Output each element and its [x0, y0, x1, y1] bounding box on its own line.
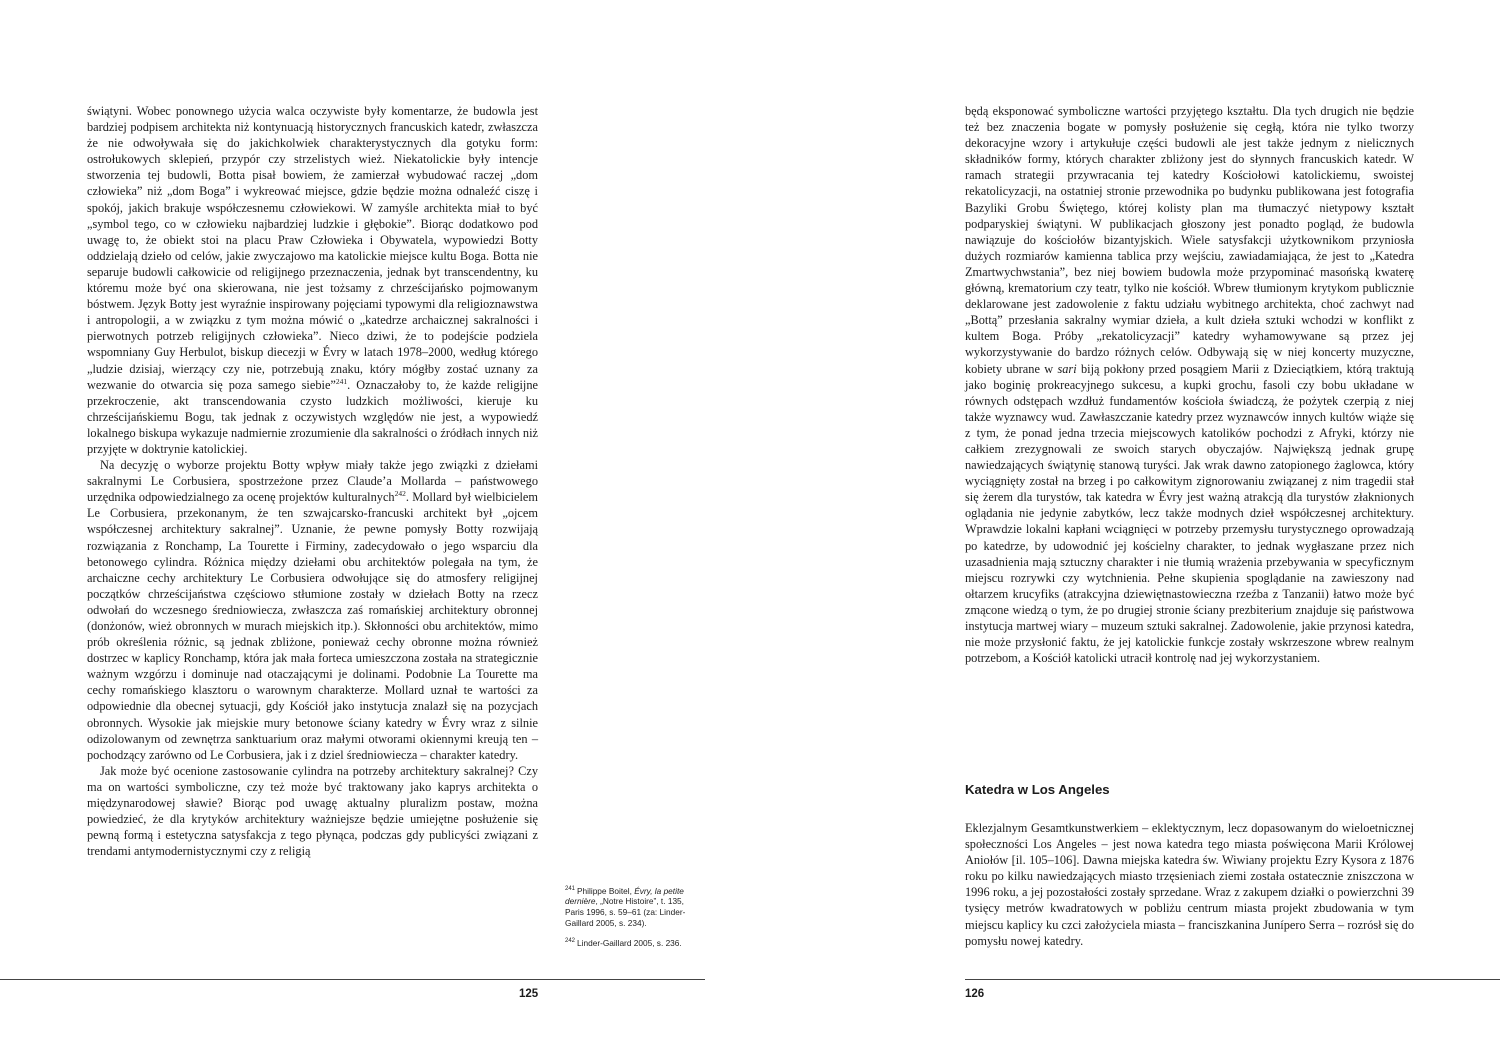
paragraph-text: będą eksponować symboliczne wartości przyjętego kształtu. Dla tych drugich nie będzie też bez znaczenia bogate w pomysły posłużenie się cegłą, która nie tylko tworzy dekoracyjne wzory i artykułuje części budowli ale jest także jednym z nielicznych składników formy, których charakter zbliżony jest do słynnych francuskich katedr. W ramach strategii przywracania tej katedry Kościołowi katolickiemu, swoistej rekatolicyzacji, na ostatniej stronie przewodnika po budynku publikowana jest fotografia Bazyliki Grobu Świętego, której kolisty plan ma tłumaczyć nietypowy kształt podparyskiej świątyni. W publikacjach głoszony jest ponadto pogląd, że budowla nawiązuje do kościołów bizantyjskich. Wiele satysfakcji użytkownikom przyniosła dużych rozmiarów kamienna tablica przy wejściu, zawiadamiająca, że jest to „Katedra Zmartwychwstania”, bez niej bowiem budowla może przypominać masońską kwaterę główną, krematorium czy teatr, tylko nie kościół. Wbrew tłumionym krytykom publicznie deklarowane jest zadowolenie z faktu udziału wybitnego architekta, choć zachwyt nad „Bottą” przesłania sakralny wymiar dzieła, a kult dzieła sztuki wchodzi w konflikt z kultem Boga. Próby „rekatolicyzacji” katedry wyhamowywane są przez jej wykorzystywanie do bardzo różnych celów. Odbywają się w niej koncerty muzyczne, kobiety ubrane w: [965, 104, 1414, 376]
footer-rule: [965, 979, 1500, 980]
paragraph-text-cont: . Oznaczałoby to, że każde religijne przekroczenie, akt transcendowania czysto ludzkich możliwości, kieruje ku chrześcijańskiemu Bogu, tak jednak z oczywistych względów nie jest, a wypowiedź lokalnego biskupa wykazuje nadmiernie zrozumienie dla sakralności o źródłach innych niż przyjęte w doktrynie katolickiej.: [87, 377, 538, 456]
left-page-body: [87, 103, 538, 859]
paragraph-text: Jak może być ocenione zastosowanie cylindra na potrzeby architektury sakralnej? Czy ma on wartości symboliczne, czy też może być traktowany jako kaprys architekta o międzynarodowej sławie? Biorąc pod uwagę aktualny pluralizm postaw, można powiedzieć, że dla krytyków architektury ważniejsze będzie umiejętne posłużenie się pewną formą i estetyczna satysfakcja z tego płynąca, podczas gdy publicyści związani z trendami antymodernistycznymi czy z religią: [87, 763, 538, 859]
section-heading: Katedra w Los Angeles: [965, 782, 1110, 797]
footnote-ref-242[interactable]: 242: [394, 489, 406, 499]
section-body: [965, 820, 1414, 949]
paragraph: [965, 103, 1414, 666]
paragraph-text-cont: . Mollard był wielbicielem Le Corbusiera, przekonanym, że ten szwajcarsko-francuski architekt był „ojcem współczesnej architektury sakralnej”. Uznanie, że pewne pomysły Botty rozwijają rozwiązania z Ronchamp, La Tourette i Firminy, zadecydowało o jego wsparciu dla betonowego cylindra. Różnica między dziełami obu architektów polegała na tym, że archaiczne cechy architektury Le Corbusiera odwołujące się do atmosfery religijnej początków chrześcijaństwa częściowo stłumione zostały w dziełach Botty na rzecz odwołań do wczesnego średniowiecza, zwłaszcza zaś romańskiej architektury obronnej (donżonów, wież obronnych w murach miejskich itp.). Skłonności obu architektów, mimo prób określenia różnic, są jednak zbliżone, ponieważ cechy obronne można również dostrzec w kaplicy Ronchamp, która jak mała forteca umieszczona została na strategicznie ważnym wzgórzu i dominuje nad otaczającymi je dolinami. Podobnie La Tourette ma cechy romańskiego klasztoru o warownym charakterze. Mollard uznał te wartości za odpowiednie dla obecnej sytuacji, gdy Kościół jako instytucja znalazł się na pozycjach obronnych. Wysokie jak miejskie mury betonowe ściany katedry w Évry wraz z silnie odizolowanym od zewnętrza sanktuarium oraz małymi otworami okiennymi kreują ten – pochodzący zarówno od Le Corbusiera, jak i z dziel średniowiecza – charakter katedry.: [87, 490, 538, 762]
paragraph-text: świątyni. Wobec ponownego użycia walca oczywiste były komentarze, że budowla jest bardziej podpisem architekta niż kontynuacją historycznych francuskich katedr, zwłaszcza że nie odwoływała się do jakichkolwiek charakterystycznych dla gotyku form: ostrołukowych sklepień, przypór czy strzelistych wież. Niekatolickie były intencje stworzenia tej budowli, Botta pisał bowiem, że zamierzał wybudować raczej „dom człowieka” niż „dom Boga” i wykreować miejsce, gdzie będzie można odnaleźć ciszę i spokój, jakich brakuje współczesnemu człowiekowi. W zamyśle architekta miał to być „symbol tego, co w człowieku najbardziej ludzkie i głębokie”. Biorąc dodatkowo pod uwagę to, że obiekt stoi na placu Praw Człowieka i Obywatela, wypowiedzi Botty oddzielają dzieło od celów, jakie zwyczajowo ma katolickie miejsce kultu Boga. Botta nie separuje budowli całkowicie od religijnego przeznaczenia, jednak byt transcendentny, ku któremu może być ona skierowana, nie jest tożsamy z chrześcijańsko pojmowanym bóstwem. Język Botty jest wyraźnie inspirowany pojęciami typowymi dla religioznawstwa i antropologii, a w związku z tym można mówić o „katedrze archaicznej sakralności i pierwotnych potrzeb religijnych człowieka”. Nieco dziwi, że to podejście podziela wspomniany Guy Herbulot, biskup diecezji w Évry w latach 1978–2000, według którego „ludzie dzisiaj, wierzący czy nie, potrzebują znaku, który mógłby zostać uznany za wezwanie do otwarcia się poza samego siebie”: [87, 104, 538, 392]
page-number: 126: [965, 988, 985, 1000]
paragraph-text: Na decyzję o wyborze projektu Botty wpływ miały także jego związki z dziełami sakralnymi Le Corbusiera, spostrzeżone przez Claude’a Mollarda – państwowego urzędnika odpowiedzialnego za ocenę projektów kulturalnych: [87, 458, 538, 505]
footnote-242: [565, 936, 705, 948]
right-page: [750, 0, 1500, 1061]
footnote-rest: , „Notre Histoire”, t. 135, Paris 1996, s. 59–61 (za: Linder-Gaillard 2005, s. 234).: [565, 896, 686, 928]
italic-word: sari: [1057, 361, 1077, 376]
footnote-number: 241: [565, 886, 576, 892]
footnotes: [565, 884, 705, 955]
footnote-title: Évry, la petite dernière: [565, 885, 684, 907]
footnote-author: Linder-Gaillard 2005, s. 236.: [577, 937, 682, 948]
paragraph: Eklezjalnym Gesamtkunstwerkiem – eklektycznym, lecz dopasowanym do wieloetnicznej społeczności Los Angeles – jest nowa katedra tego miasta poświęcona Marii Królowej Aniołów [il. 105–106]. Dawna miejska katedra św. Wiwiany projektu Ezry Kysora z 1876 roku po kilku nawiedzających miasto trzęsieniach ziemi została ostatecznie zniszczona w 1996 roku, a jej pozostałości zostały sprzedane. Wraz z zakupem działki o powierzchni 39 tysięcy metrów kwadratowych w pobliżu centrum miasta projekt zbudowania w tym miejscu kaplicy ku czci założyciela miasta – franciszkanina Junípero Serra – rozrósł się do pomysłu nowej katedry.: [965, 821, 1414, 948]
paragraph: [87, 103, 538, 457]
paragraph: [87, 763, 538, 860]
footer-rule: [0, 979, 705, 980]
footnote-number: 242: [565, 937, 576, 944]
page-number: 125: [519, 988, 539, 1000]
paragraph-text-cont: biją pokłony przed posągiem Marii z Dzieciątkiem, którą traktują jako boginię prokreacyjnego sukcesu, a kupki grochu, fasoli czy bobu układane w równych odstępach wzdłuż fundamentów kościoła świadczą, że pożytek czerpią z niej także wyznawcy wud. Zawłaszczanie katedry przez wyznawców innych kultów wiąże się z tym, że ponad jedna trzecia miejscowych katolików pochodzi z Afryki, którzy nie całkiem zrezygnowali ze swoich starych obyczajów. Największą jednak grupę nawiedzających świątynię stanową turyści. Jak wrak dawno zatopionego żaglowca, który wyciągnięty został na brzeg i po całkowitym zignorowaniu związanej z nim tragedii stał się żerem dla turystów, tak katedra w Évry jest ważną atrakcją dla turystów złaknionych oglądania nie jedynie zabytków, lecz także modnych dzieł współczesnej architektury. Wprawdzie lokalni kapłani wciągnięci w potrzeby przemysłu turystycznego oprowadzają po katedrze, by udowodnić jej kościelny charakter, to jednak wygłaszane przez nich uzasadnienia mają sztuczny charakter i nie tłumią wrażenia przebywania w specyficznym miejscu rozrywki czy wytchnienia. Pełne skupienia spoglądanie na zawieszony nad ołtarzem krucyfiks (atrakcyjna dziewiętnastowieczna rzeźba z Tanzanii) łatwo może być zmącone wiedzą o tym, że po drugiej stronie ściany prezbiterium znajduje się państwowa instytucja martwej wiary – muzeum sztuki sakralnej. Zadowolenie, jakie przynosi katedra, nie może przysłonić faktu, że jej katolickie funkcje zostały wskrzeszone wbrew realnym potrzebom, a Kościół katolicki utracił kontrolę nad jej wykorzystaniem.: [965, 361, 1414, 666]
paragraph: [87, 457, 538, 763]
right-page-body: [965, 103, 1414, 666]
footnote-author: Philippe Boitel,: [577, 885, 635, 896]
footnote-241: [565, 884, 705, 929]
footnote-ref-241[interactable]: 241: [335, 376, 348, 386]
